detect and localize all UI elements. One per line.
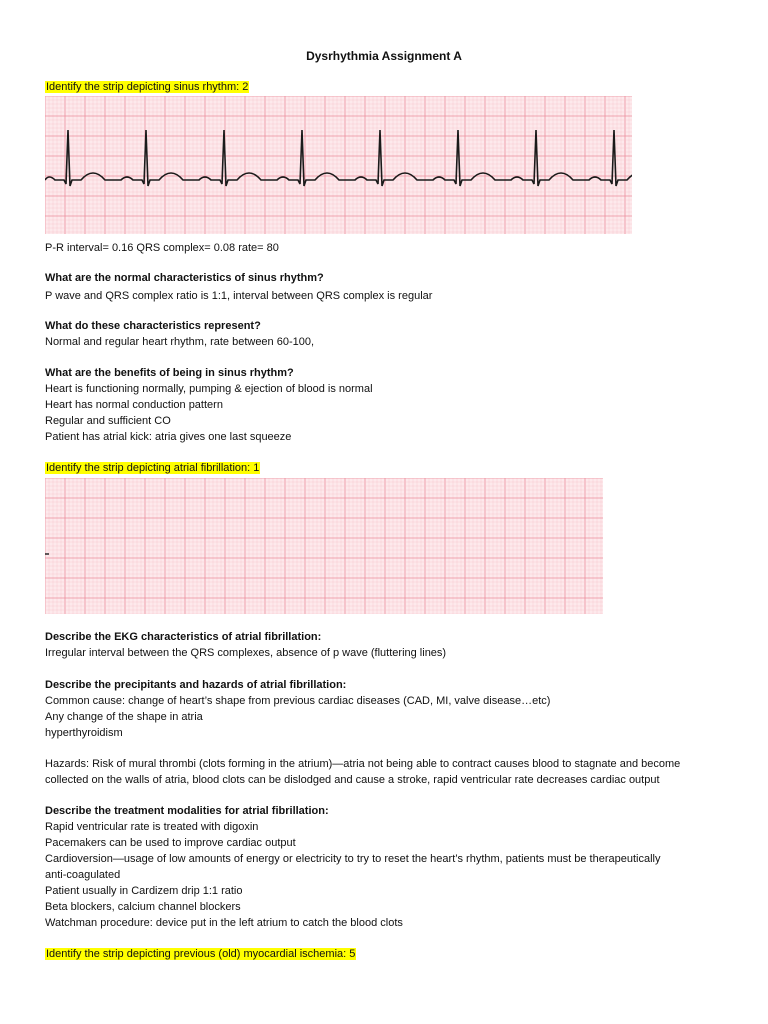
section-answer-line: Common cause: change of heart’s shape from previous cardiac diseases (CAD, MI, valve disease…etc) — [45, 695, 551, 707]
section-question: What are the normal characteristics of sinus rhythm? — [45, 272, 324, 284]
afib-prompt-text: Identify the strip depicting atrial fibrillation: 1 — [46, 462, 260, 474]
section-answer-line: Rapid ventricular rate is treated with digoxin — [45, 821, 259, 833]
section-question: Describe the treatment modalities for atrial fibrillation: — [45, 805, 329, 817]
section-question: Describe the EKG characteristics of atrial fibrillation: — [45, 631, 322, 643]
sinus-prompt-text: Identify the strip depicting sinus rhythm: 2 — [46, 81, 249, 93]
section-answer-line: Cardioversion—usage of low amounts of energy or electricity to try to reset the heart’s rhythm, patients must be therapeutically — [45, 853, 661, 865]
section-answer-line: Pacemakers can be used to improve cardiac output — [45, 837, 296, 849]
hazards-line: collected on the walls of atria, blood clots can be dislodged and cause a stroke, rapid ventricular rate decreases cardiac output — [45, 774, 660, 786]
section-answer-line: Watchman procedure: device put in the left atrium to catch the blood clots — [45, 917, 403, 929]
sinus-prompt — [45, 80, 249, 94]
document-title: Dysrhythmia Assignment A — [306, 49, 462, 63]
section-answer-line: Beta blockers, calcium channel blockers — [45, 901, 241, 913]
section-question: What do these characteristics represent? — [45, 320, 261, 332]
section-answer-line: Regular and sufficient CO — [45, 415, 171, 427]
atrial-fibrillation-strip — [45, 478, 603, 614]
section-answer-line: Patient usually in Cardizem drip 1:1 ratio — [45, 885, 243, 897]
ischemia-prompt-text: Identify the strip depicting previous (old) myocardial ischemia: 5 — [46, 948, 356, 960]
section-answer-line: hyperthyroidism — [45, 727, 123, 739]
section-answer-line: Irregular interval between the QRS complexes, absence of p wave (fluttering lines) — [45, 647, 447, 659]
section-answer-line: Heart has normal conduction pattern — [45, 399, 223, 411]
section-answer-line: Any change of the shape in atria — [45, 711, 203, 723]
section-answer-line: Patient has atrial kick: atria gives one last squeeze — [45, 431, 292, 443]
section-answer-line: Normal and regular heart rhythm, rate between 60-100, — [45, 336, 315, 348]
sinus-measurements: P-R interval= 0.16 QRS complex= 0.08 rate= 80 — [45, 242, 279, 254]
section-question: Describe the precipitants and hazards of atrial fibrillation: — [45, 679, 347, 691]
hazards-line: Hazards: Risk of mural thrombi (clots forming in the atrium)—atria not being able to contract causes blood to stagnate and become — [45, 758, 681, 770]
section-question: What are the benefits of being in sinus rhythm? — [45, 367, 294, 379]
section-answer-line: P wave and QRS complex ratio is 1:1, interval between QRS complex is regular — [45, 290, 433, 302]
afib-prompt — [45, 461, 260, 475]
sinus-rhythm-strip — [45, 96, 632, 234]
ischemia-prompt — [45, 947, 356, 961]
section-answer-line: Heart is functioning normally, pumping & ejection of blood is normal — [45, 383, 373, 395]
section-answer-line: anti-coagulated — [45, 869, 121, 881]
